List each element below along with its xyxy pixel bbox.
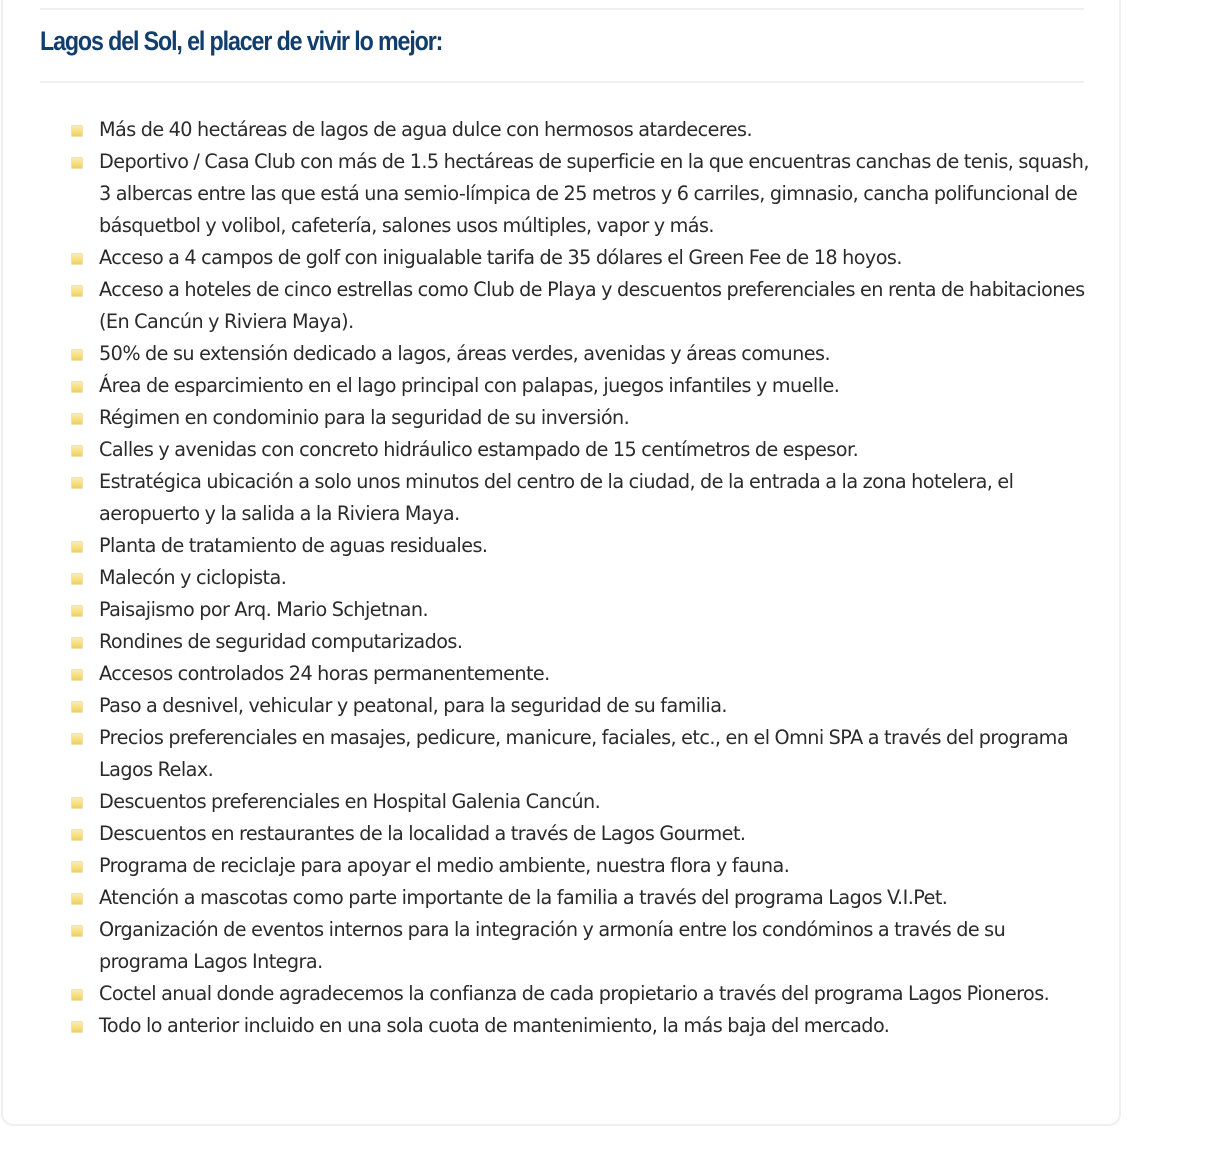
yellow-square-bullet-icon <box>71 925 83 937</box>
feature-item <box>70 274 1090 338</box>
yellow-square-bullet-icon <box>71 797 83 809</box>
feature-text: Descuentos preferenciales en Hospital Galenia Cancún. <box>99 790 601 813</box>
feature-item <box>70 594 1090 626</box>
yellow-square-bullet-icon <box>71 157 83 169</box>
feature-text: Precios preferenciales en masajes, pedicure, manicure, faciales, etc., en el Omni SPA a través del programa Lagos Relax. <box>99 726 1069 781</box>
yellow-square-bullet-icon <box>71 285 83 297</box>
feature-item <box>70 466 1090 530</box>
yellow-square-bullet-icon <box>71 733 83 745</box>
yellow-square-bullet-icon <box>71 413 83 425</box>
yellow-square-bullet-icon <box>71 701 83 713</box>
feature-item <box>70 434 1090 466</box>
yellow-square-bullet-icon <box>71 829 83 841</box>
yellow-square-bullet-icon <box>71 125 83 137</box>
yellow-square-bullet-icon <box>71 477 83 489</box>
feature-item <box>70 402 1090 434</box>
feature-item <box>70 530 1090 562</box>
yellow-square-bullet-icon <box>71 669 83 681</box>
yellow-square-bullet-icon <box>71 1021 83 1033</box>
feature-text: Todo lo anterior incluido en una sola cuota de mantenimiento, la más baja del mercado. <box>99 1014 890 1037</box>
feature-item <box>70 914 1090 978</box>
feature-text: Descuentos en restaurantes de la localidad a través de Lagos Gourmet. <box>99 822 746 845</box>
feature-item <box>70 338 1090 370</box>
feature-item <box>70 370 1090 402</box>
feature-item <box>70 242 1090 274</box>
title-divider <box>40 81 1084 83</box>
yellow-square-bullet-icon <box>71 893 83 905</box>
feature-item <box>70 1010 1090 1042</box>
feature-text: Planta de tratamiento de aguas residuales. <box>99 534 488 557</box>
feature-text: Calles y avenidas con concreto hidráulico estampado de 15 centímetros de espesor. <box>99 438 859 461</box>
feature-text: Malecón y ciclopista. <box>99 566 287 589</box>
feature-item <box>70 786 1090 818</box>
feature-text: Deportivo / Casa Club con más de 1.5 hectáreas de superficie en la que encuentras canchas de tenis, squash, 3 albercas entre las que está una semio-límpica de 25 metros y 6 carriles, gimnasio, cancha polifuncional de básquetbol y volibol, cafetería, salones usos múltiples, vapor y más. <box>99 150 1089 237</box>
feature-item <box>70 146 1090 242</box>
feature-text: Estratégica ubicación a solo unos minutos del centro de la ciudad, de la entrada a la zona hotelera, el aeropuerto y la salida a la Riviera Maya. <box>99 470 1014 525</box>
yellow-square-bullet-icon <box>71 573 83 585</box>
feature-text: 50% de su extensión dedicado a lagos, áreas verdes, avenidas y áreas comunes. <box>99 342 831 365</box>
feature-text: Coctel anual donde agradecemos la confianza de cada propietario a través del programa Lagos Pioneros. <box>99 982 1050 1005</box>
features-list <box>70 114 1090 1042</box>
feature-text: Acceso a 4 campos de golf con inigualable tarifa de 35 dólares el Green Fee de 18 hoyos. <box>99 246 902 269</box>
feature-text: Régimen en condominio para la seguridad de su inversión. <box>99 406 630 429</box>
section-title: Lagos del Sol, el placer de vivir lo mejor: <box>40 26 443 56</box>
feature-text: Paso a desnivel, vehicular y peatonal, para la seguridad de su familia. <box>99 694 727 717</box>
yellow-square-bullet-icon <box>71 349 83 361</box>
yellow-square-bullet-icon <box>71 989 83 1001</box>
feature-item <box>70 114 1090 146</box>
feature-item <box>70 850 1090 882</box>
yellow-square-bullet-icon <box>71 381 83 393</box>
feature-item <box>70 882 1090 914</box>
feature-text: Más de 40 hectáreas de lagos de agua dulce con hermosos atardeceres. <box>99 118 753 141</box>
feature-item <box>70 818 1090 850</box>
feature-text: Paisajismo por Arq. Mario Schjetnan. <box>99 598 428 621</box>
feature-text: Acceso a hoteles de cinco estrellas como Club de Playa y descuentos preferenciales en renta de habitaciones (En Cancún y Riviera Maya). <box>99 278 1085 333</box>
yellow-square-bullet-icon <box>71 637 83 649</box>
yellow-square-bullet-icon <box>71 541 83 553</box>
yellow-square-bullet-icon <box>71 253 83 265</box>
yellow-square-bullet-icon <box>71 445 83 457</box>
yellow-square-bullet-icon <box>71 605 83 617</box>
feature-item <box>70 722 1090 786</box>
feature-item <box>70 626 1090 658</box>
feature-item <box>70 658 1090 690</box>
feature-text: Programa de reciclaje para apoyar el medio ambiente, nuestra flora y fauna. <box>99 854 790 877</box>
feature-item <box>70 562 1090 594</box>
feature-text: Accesos controlados 24 horas permanentemente. <box>99 662 550 685</box>
feature-text: Área de esparcimiento en el lago principal con palapas, juegos infantiles y muelle. <box>99 374 840 397</box>
feature-text: Rondines de seguridad computarizados. <box>99 630 463 653</box>
feature-item <box>70 978 1090 1010</box>
yellow-square-bullet-icon <box>71 861 83 873</box>
feature-text: Atención a mascotas como parte importante de la familia a través del programa Lagos V.I.Pet. <box>99 886 948 909</box>
top-divider <box>40 8 1084 10</box>
feature-text: Organización de eventos internos para la integración y armonía entre los condóminos a través de su programa Lagos Integra. <box>99 918 1006 973</box>
feature-item <box>70 690 1090 722</box>
